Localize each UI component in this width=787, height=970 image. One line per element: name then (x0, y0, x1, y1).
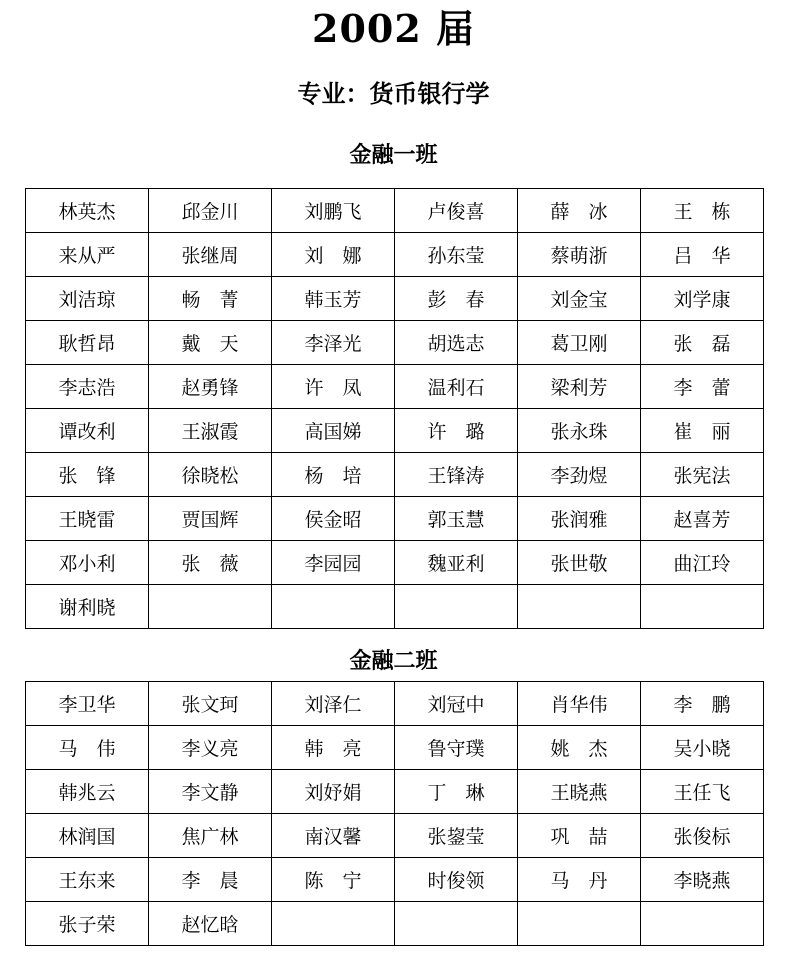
student-name-cell: 李卫华 (26, 682, 149, 726)
student-name-cell: 王晓雷 (26, 497, 149, 541)
major-heading: 专业：货币银行学 (297, 80, 490, 108)
student-name-cell: 张宪法 (641, 453, 764, 497)
student-name-cell: 薛 冰 (518, 189, 641, 233)
student-name-cell: 李 鹏 (641, 682, 764, 726)
student-name-cell: 李义亮 (149, 726, 272, 770)
student-name-cell: 刘冠中 (395, 682, 518, 726)
student-name-cell: 刘洁琼 (26, 277, 149, 321)
student-name-cell: 王锋涛 (395, 453, 518, 497)
student-name-cell: 时俊领 (395, 858, 518, 902)
student-name-cell: 姚 杰 (518, 726, 641, 770)
student-name-cell: 葛卫刚 (518, 321, 641, 365)
student-name-cell: 卢俊喜 (395, 189, 518, 233)
student-name-cell: 许 凤 (272, 365, 395, 409)
student-name-cell: 贾国辉 (149, 497, 272, 541)
student-name-cell: 张世敬 (518, 541, 641, 585)
student-name-cell: 王东来 (26, 858, 149, 902)
table-row (26, 902, 764, 946)
student-name-cell: 刘鹏飞 (272, 189, 395, 233)
table-row (26, 453, 764, 497)
empty-cell (641, 902, 764, 946)
table-row (26, 541, 764, 585)
student-name-cell: 魏亚利 (395, 541, 518, 585)
table-row (26, 409, 764, 453)
student-name-cell: 马 伟 (26, 726, 149, 770)
table-row (26, 189, 764, 233)
table-row (26, 233, 764, 277)
student-name-cell: 梁利芳 (518, 365, 641, 409)
empty-cell (272, 585, 395, 629)
empty-cell (518, 585, 641, 629)
table-row (26, 726, 764, 770)
student-name-cell: 巩 喆 (518, 814, 641, 858)
student-name-cell: 张继周 (149, 233, 272, 277)
student-name-cell: 张 薇 (149, 541, 272, 585)
student-name-cell: 张 磊 (641, 321, 764, 365)
empty-cell (272, 902, 395, 946)
student-name-cell: 张润雅 (518, 497, 641, 541)
student-name-cell: 李晓燕 (641, 858, 764, 902)
page-title: 2002 届 (312, 6, 475, 51)
student-name-cell: 崔 丽 (641, 409, 764, 453)
table-row (26, 585, 764, 629)
empty-cell (149, 585, 272, 629)
student-name-cell: 李文静 (149, 770, 272, 814)
empty-cell (395, 585, 518, 629)
student-name-cell: 韩玉芳 (272, 277, 395, 321)
student-name-cell: 王淑霞 (149, 409, 272, 453)
empty-cell (395, 902, 518, 946)
student-name-cell: 王 栋 (641, 189, 764, 233)
class-title-finance-1: 金融一班 (349, 142, 438, 168)
student-name-cell: 曲江玲 (641, 541, 764, 585)
student-name-cell: 李 蕾 (641, 365, 764, 409)
student-name-cell: 韩兆云 (26, 770, 149, 814)
student-name-cell: 南汉馨 (272, 814, 395, 858)
student-name-cell: 刘金宝 (518, 277, 641, 321)
student-name-cell: 李泽光 (272, 321, 395, 365)
student-name-cell: 徐晓松 (149, 453, 272, 497)
student-name-cell: 刘学康 (641, 277, 764, 321)
student-name-cell: 侯金昭 (272, 497, 395, 541)
student-name-cell: 马 丹 (518, 858, 641, 902)
empty-cell (518, 902, 641, 946)
table-row (26, 497, 764, 541)
student-name-cell: 赵喜芳 (641, 497, 764, 541)
student-name-cell: 吕 华 (641, 233, 764, 277)
student-name-cell: 许 璐 (395, 409, 518, 453)
roster-table-finance-1 (25, 188, 764, 629)
table-row (26, 814, 764, 858)
student-name-cell: 彭 春 (395, 277, 518, 321)
student-name-cell: 畅 菁 (149, 277, 272, 321)
student-name-cell: 张子荣 (26, 902, 149, 946)
student-name-cell: 张 锋 (26, 453, 149, 497)
table-row (26, 365, 764, 409)
student-name-cell: 温利石 (395, 365, 518, 409)
student-name-cell: 赵勇锋 (149, 365, 272, 409)
student-name-cell: 孙东莹 (395, 233, 518, 277)
student-name-cell: 高国娣 (272, 409, 395, 453)
table-row (26, 770, 764, 814)
student-name-cell: 胡选志 (395, 321, 518, 365)
roster-table-finance-2 (25, 681, 764, 946)
student-name-cell: 刘 娜 (272, 233, 395, 277)
student-name-cell: 张永珠 (518, 409, 641, 453)
table-row (26, 321, 764, 365)
student-name-cell: 林润国 (26, 814, 149, 858)
student-name-cell: 刘泽仁 (272, 682, 395, 726)
student-name-cell: 王晓燕 (518, 770, 641, 814)
student-name-cell: 王任飞 (641, 770, 764, 814)
student-name-cell: 赵忆晗 (149, 902, 272, 946)
student-name-cell: 刘妤娟 (272, 770, 395, 814)
student-name-cell: 戴 天 (149, 321, 272, 365)
student-name-cell: 张文珂 (149, 682, 272, 726)
student-name-cell: 陈 宁 (272, 858, 395, 902)
table-row (26, 858, 764, 902)
table-row (26, 682, 764, 726)
class-title-finance-2: 金融二班 (349, 648, 438, 674)
student-name-cell: 韩 亮 (272, 726, 395, 770)
student-name-cell: 张俊标 (641, 814, 764, 858)
student-name-cell: 谭改利 (26, 409, 149, 453)
student-name-cell: 谢利晓 (26, 585, 149, 629)
student-name-cell: 吴小晓 (641, 726, 764, 770)
empty-cell (641, 585, 764, 629)
student-name-cell: 杨 培 (272, 453, 395, 497)
student-name-cell: 邓小利 (26, 541, 149, 585)
student-name-cell: 李劲煜 (518, 453, 641, 497)
student-name-cell: 李志浩 (26, 365, 149, 409)
student-name-cell: 来从严 (26, 233, 149, 277)
student-name-cell: 蔡萌浙 (518, 233, 641, 277)
student-name-cell: 郭玉慧 (395, 497, 518, 541)
table-row (26, 277, 764, 321)
student-name-cell: 李园园 (272, 541, 395, 585)
student-name-cell: 鲁守璞 (395, 726, 518, 770)
student-name-cell: 林英杰 (26, 189, 149, 233)
student-name-cell: 张鋆莹 (395, 814, 518, 858)
student-name-cell: 耿哲昂 (26, 321, 149, 365)
student-name-cell: 李 晨 (149, 858, 272, 902)
student-name-cell: 邱金川 (149, 189, 272, 233)
student-name-cell: 丁 琳 (395, 770, 518, 814)
student-name-cell: 肖华伟 (518, 682, 641, 726)
student-name-cell: 焦广林 (149, 814, 272, 858)
